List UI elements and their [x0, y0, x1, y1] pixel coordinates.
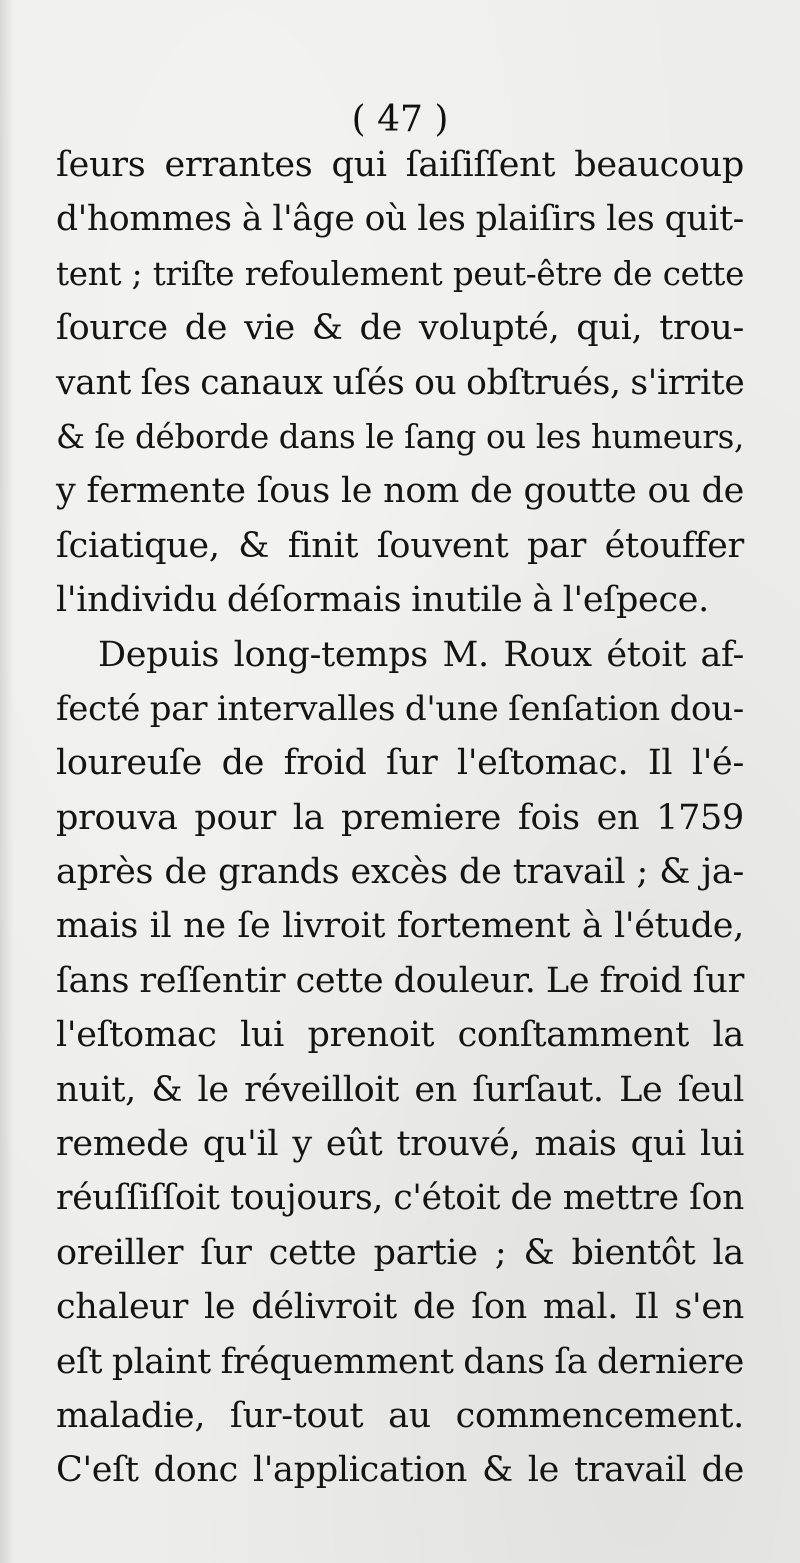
page-number: ( 47 ) — [351, 99, 449, 140]
text-line: mais il ne ſe livroit fortement à l'étude, — [56, 906, 744, 947]
text-line: loureuſe de froid ſur l'eſtomac. Il l'é- — [56, 743, 744, 784]
text-line: nuit, & le réveilloit en ſurſaut. Le ſeul — [56, 1069, 744, 1110]
text-line: fecté par intervalles d'une ſenſation dou- — [56, 688, 744, 729]
text-line: réuſſiſſoit toujours, c'étoit de mettre ſon — [56, 1178, 744, 1219]
text-line: oreiller ſur cette partie ; & bientôt la — [56, 1232, 744, 1273]
text-line: ſans reſſentir cette douleur. Le froid ſur — [56, 960, 744, 1001]
text-line: & ſe déborde dans le ſang ou les humeurs, — [56, 417, 744, 456]
text-line: y fermente ſous le nom de goutte ou de — [56, 471, 744, 512]
text-line: après de grands excès de travail ; & ja- — [56, 852, 744, 893]
text-line: l'individu déſormais inutile à l'eſpece. — [56, 580, 709, 621]
text-line: vant ſes canaux uſés ou obſtrués, s'irrite — [56, 362, 745, 403]
text-line: ſciatique, & finit ſouvent par étouffer — [56, 525, 744, 566]
text-line: l'eſtomac lui prenoit conſtamment la — [56, 1015, 744, 1056]
text-line: maladie, ſur-tout au commencement. — [56, 1395, 744, 1436]
text-line: eſt plaint fréquemment dans ſa derniere — [56, 1341, 744, 1382]
text-line: prouva pour la premiere fois en 1759 — [56, 797, 744, 838]
text-line: ſource de vie & de volupté, qui, trou- — [56, 308, 744, 349]
paragraph-first-line: Depuis long-temps M. Roux étoit af- — [98, 634, 744, 675]
text-line: remede qu'il y eût trouvé, mais qui lui — [56, 1124, 744, 1165]
body-text — [56, 138, 744, 1498]
text-line: C'eſt donc l'application & le travail de — [56, 1450, 744, 1491]
text-line: ſeurs errantes qui ſaiſiſſent beaucoup — [56, 145, 744, 185]
text-line: tent ; triſte refoulement peut-être de cette — [56, 254, 744, 293]
text-line: chaleur le délivroit de ſon mal. Il s'en — [56, 1287, 744, 1328]
text-line: d'hommes à l'âge où les plaiſirs les quit- — [56, 199, 744, 240]
